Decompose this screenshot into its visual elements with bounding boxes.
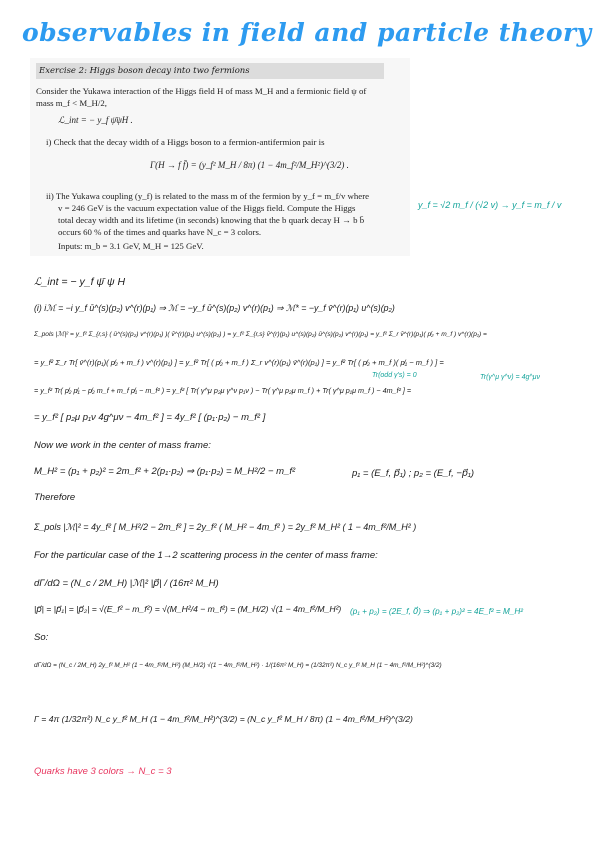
spin-sum-result: Σ_pols |ℳ|² = 4y_f² [ M_H²/2 − 2m_f² ] = 2y_f² ( M_H² − 4m_f² ) = 2y_f² M_H² ( 1 − 4m_f²/M_H² )	[34, 522, 417, 532]
trace-line-1: = y_f² Σ_r Tr[ v̄^(r)(p₁)( p̸₂ + m_f ) v^(r)(p₁) ] = y_f² Tr[ ( p̸₂ + m_f ) Σ_r v^(r)(p₁) v̄^(r)(p₁) ] = y_f² Tr[ ( p̸₂ + m_f )( p̸₁ − m_f ) ] =	[34, 358, 444, 367]
exercise-intro-line-1: Consider the Yukawa interaction of the Higgs field H of mass M_H and a fermionic field ψ of	[36, 86, 367, 96]
exercise-part-ii-line-3: total decay width and its lifetime (in seconds) knowing that the b quark decay H → b b̄	[58, 215, 365, 225]
exercise-intro-line-2: mass m_f < M_H/2,	[36, 98, 107, 108]
quarks-colors-note: Quarks have 3 colors → N_c = 3	[34, 766, 172, 777]
page-title: observables in field and particle theory	[22, 18, 592, 47]
com-frame-text: Now we work in the center of mass frame:	[34, 440, 211, 451]
scattering-text: For the particular case of the 1→2 scattering process in the center of mass frame:	[34, 550, 378, 561]
side-yukawa-note: y_f = √2 m_f / (√2 v) → y_f = m_f / v	[418, 200, 562, 210]
higgs-mass-line: M_H² = (p₁ + p₂)² = 2m_f² + 2(p₁·p₂) ⇒ (p₁·p₂) = M_H²/2 − m_f²	[34, 466, 296, 477]
momenta-definition: p₁ = (E_f, p⃗₁) ; p₂ = (E_f, −p⃗₁)	[352, 468, 475, 479]
momentum-magnitude: |p⃗| = |p⃗₁| = |p⃗₂| = √(E_f² − m_f²) = √(M_H²/4 − m_f²) = (M_H/2) √(1 − 4m_f²/M_H²)	[34, 604, 342, 614]
exercise-header: Exercise 2: Higgs boson decay into two fermions	[36, 63, 384, 79]
differential-width: dΓ/dΩ = (N_c / 2M_H) |ℳ|² |p⃗| / (16π² M_H)	[34, 578, 219, 589]
exercise-part-ii-line-1: ii) The Yukawa coupling (y_f) is related to the mass m of the fermion by y_f = m_f/v where	[46, 191, 370, 201]
therefore-label: Therefore	[34, 492, 76, 503]
exercise-part-i: i) Check that the decay width of a Higgs boson to a fermion-antifermion pair is	[46, 137, 325, 147]
trace-gamma-annotation: Tr(γ^μ γ^ν) = 4g^μν	[480, 374, 540, 381]
exercise-part-ii-line-4: occurs 60 % of the times and quarks have N_c = 3 colors.	[58, 227, 262, 237]
trace-line-2: = y_f² Tr( p̸₂ p̸₁ − p̸₂ m_f + m_f p̸₁ − m_f² ) = y_f² [ Tr( γ^μ p₂μ γ^ν p₁ν ) − Tr( γ^μ p₂μ m_f ) + Tr( γ^μ p₁μ m_f ) − 4m_f² ] =	[34, 386, 412, 395]
lagrangian-formula: ℒ_int = − y_f ψ̄ψH .	[58, 115, 133, 125]
decay-width-formula: Γ(H → f f̄) = (y_f² M_H / 8π) (1 − 4m_f²/M_H²)^(3/2) .	[150, 160, 349, 170]
trace-result: = y_f² [ p₂μ p₁ν 4g^μν − 4m_f² ] = 4y_f² [ (p₁·p₂) − m_f² ]	[34, 412, 266, 423]
exercise-inputs: Inputs: m_b = 3.1 GeV, M_H = 125 GeV.	[58, 241, 204, 251]
exercise-part-ii-line-2: v = 246 GeV is the vacuum expectation value of the Higgs field. Compute the Higgs	[58, 203, 356, 213]
total-width-result: Γ = 4π (1/32π²) N_c y_f² M_H (1 − 4m_f²/M_H²)^(3/2) = (N_c y_f² M_H / 8π) (1 − 4m_f²/M_H²)^(3/2)	[34, 714, 413, 724]
so-label: So:	[34, 632, 49, 643]
interaction-lagrangian: ℒ_int = − y_f ψ̄ ψ H	[34, 276, 126, 288]
amplitude-line: (i) iℳ = −i y_f ū^(s)(p₂) v^(r)(p₁) ⇒ ℳ = −y_f ū^(s)(p₂) v^(r)(p₁) ⇒ ℳ* = −y_f v̄^(r)(p₁) u^(s)(p₂)	[34, 303, 395, 313]
trace-odd-annotation: Tr(odd γ's) = 0	[372, 372, 417, 379]
spin-sum-line: Σ_pols |ℳ|² = y_f² Σ_{r,s} ( ū^(s)(p₂) v^(r)(p₁) )( v̄^(r)(p₁) u^(s)(p₂) ) = y_f² Σ_{r,s} v̄^(r)(p₁) u^(s)(p₂) ū^(s)(p₂) v^(r)(p₁) = y_f² Σ_r v̄^(r)(p₁)( p̸₂ + m_f ) v^(r)(p₁) =	[34, 331, 487, 338]
differential-width-result: dΓ/dΩ = (N_c / 2M_H) 2y_f² M_H² (1 − 4m_f²/M_H²) (M_H/2) √(1 − 4m_f²/M_H²) · 1/(16π² M_H) = (1/32π²) N_c y_f² M_H (1 − 4m_f²/M_H²)^(3/2)	[34, 662, 442, 669]
energy-note: (p₁ + p₂) = (2E_f, 0⃗) ⇒ (p₁ + p₂)² = 4E_f² = M_H²	[350, 607, 523, 616]
